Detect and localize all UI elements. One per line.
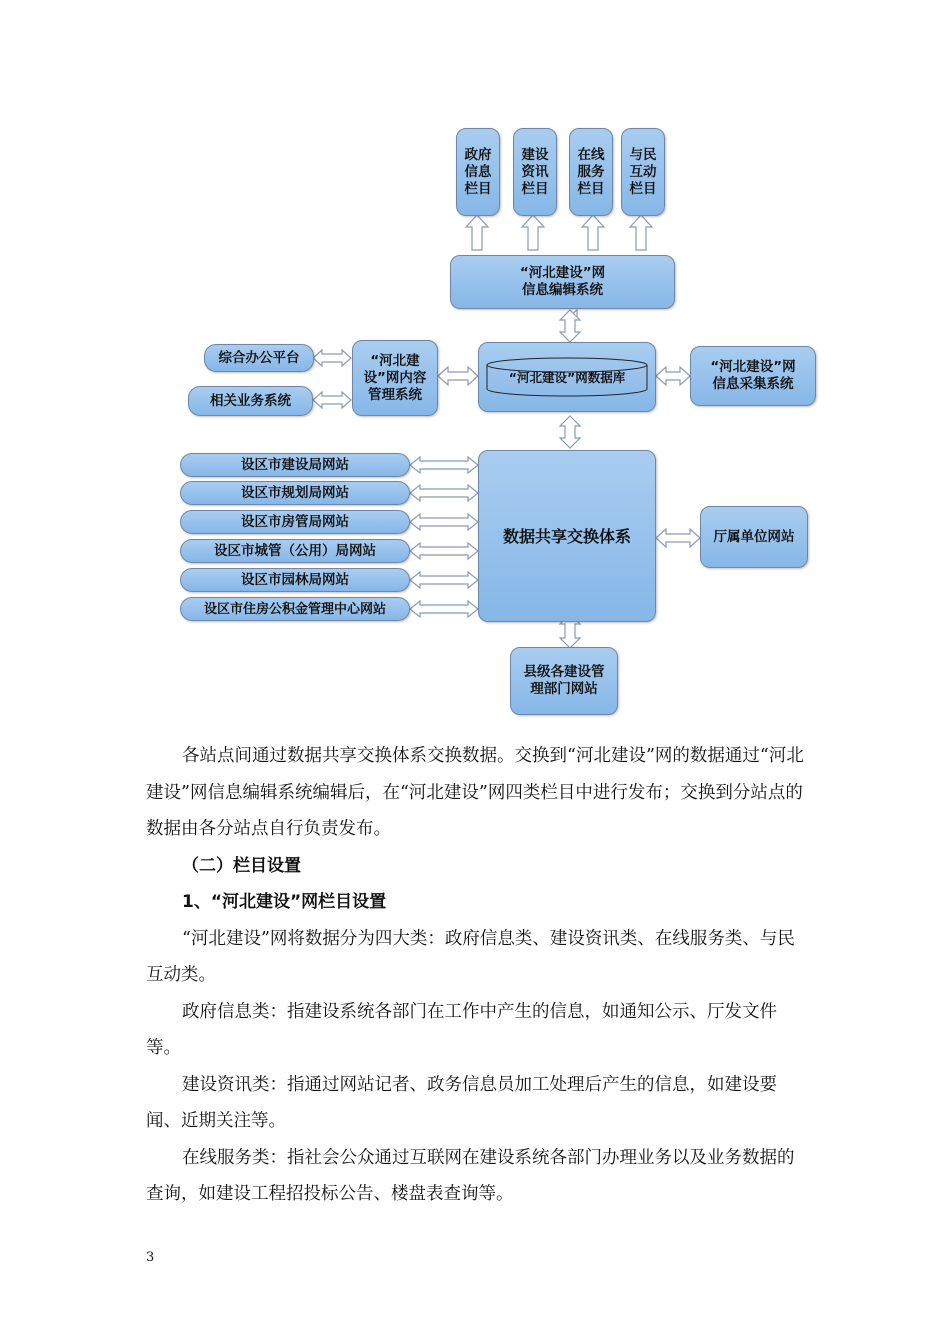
city-site-4: 设区市城管（公用）局网站 — [180, 539, 410, 563]
county-sites: 县级各建设管 理部门网站 — [510, 647, 618, 715]
heading-site-columns: 1、“河北建设”网栏目设置 — [182, 892, 387, 912]
database-box — [478, 342, 656, 412]
arrow-editor-to-col4 — [630, 215, 652, 250]
city-site-1: 设区市建设局网站 — [180, 453, 410, 477]
paragraph-construction-news: 建设资讯类：指通过网站记者、政务信息员加工处理后产生的信息，如建设要闻、近期关注等。 — [146, 1074, 777, 1131]
office-platform: 综合办公平台 — [204, 344, 314, 372]
arrow-cms-db — [438, 367, 478, 385]
page-number: 3 — [146, 1250, 155, 1265]
arrow-db-exchange — [560, 416, 580, 448]
paragraph-gov-info: 政府信息类：指建设系统各部门在工作中产生的信息，如通知公示、厅发文件等。 — [146, 1001, 777, 1058]
business-systems: 相关业务系统 — [188, 386, 313, 416]
city-site-6: 设区市住房公积金管理中心网站 — [180, 597, 410, 621]
column-gov-info: 政府 信息 栏目 — [456, 128, 500, 216]
arrow-city1 — [410, 457, 478, 473]
city-site-2: 设区市规划局网站 — [180, 481, 410, 505]
arrow-city6 — [410, 601, 478, 617]
arrow-editor-to-col2 — [522, 215, 544, 250]
paragraph-online-service: 在线服务类：指社会公众通过互联网在建设系统各部门办理业务以及业务数据的查询，如建设工程招投标公告、楼盘表查询等。 — [146, 1147, 795, 1204]
column-construction-news: 建设 资讯 栏目 — [513, 128, 557, 216]
cms-system: “河北建 设”网内容 管理系统 — [352, 340, 438, 416]
editor-system: “河北建设”网 信息编辑系统 — [450, 255, 675, 309]
heading-column-setup: （二）栏目设置 — [182, 855, 301, 876]
data-exchange-system: 数据共享交换体系 — [478, 450, 656, 622]
arrow-business-cms — [313, 392, 351, 408]
arrow-city2 — [410, 485, 478, 501]
arrow-exchange-dept — [656, 529, 700, 547]
system-architecture-diagram — [170, 120, 820, 720]
arrow-editor-to-col3 — [582, 215, 604, 250]
database-label: “河北建设”网数据库 — [508, 369, 626, 385]
arrow-city5 — [410, 572, 478, 588]
arrow-city3 — [410, 514, 478, 530]
city-site-3: 设区市房管局网站 — [180, 510, 410, 534]
arrow-city4 — [410, 543, 478, 559]
arrow-db-collector — [656, 367, 690, 385]
column-public-interaction: 与民 互动 栏目 — [621, 128, 665, 216]
city-site-5: 设区市园林局网站 — [180, 568, 410, 592]
collector-system: “河北建设”网 信息采集系统 — [690, 346, 816, 406]
paragraph-categories: “河北建设”网将数据分为四大类：政府信息类、建设资讯类、在线服务类、与民互动类。 — [146, 928, 795, 985]
department-sites: 厅属单位网站 — [700, 506, 808, 568]
paragraph-exchange: 各站点间通过数据共享交换体系交换数据。交换到“河北建设”网的数据通过“河北建设”网信息编辑系统编辑后，在“河北建设”网四类栏目中进行发布；交换到分站点的数据由各分站点自行负责发布。 — [146, 746, 804, 839]
arrow-office-cms — [313, 350, 351, 366]
column-online-service: 在线 服务 栏目 — [569, 128, 613, 216]
body-text — [146, 738, 808, 1213]
arrow-editor-to-col1 — [466, 215, 488, 250]
